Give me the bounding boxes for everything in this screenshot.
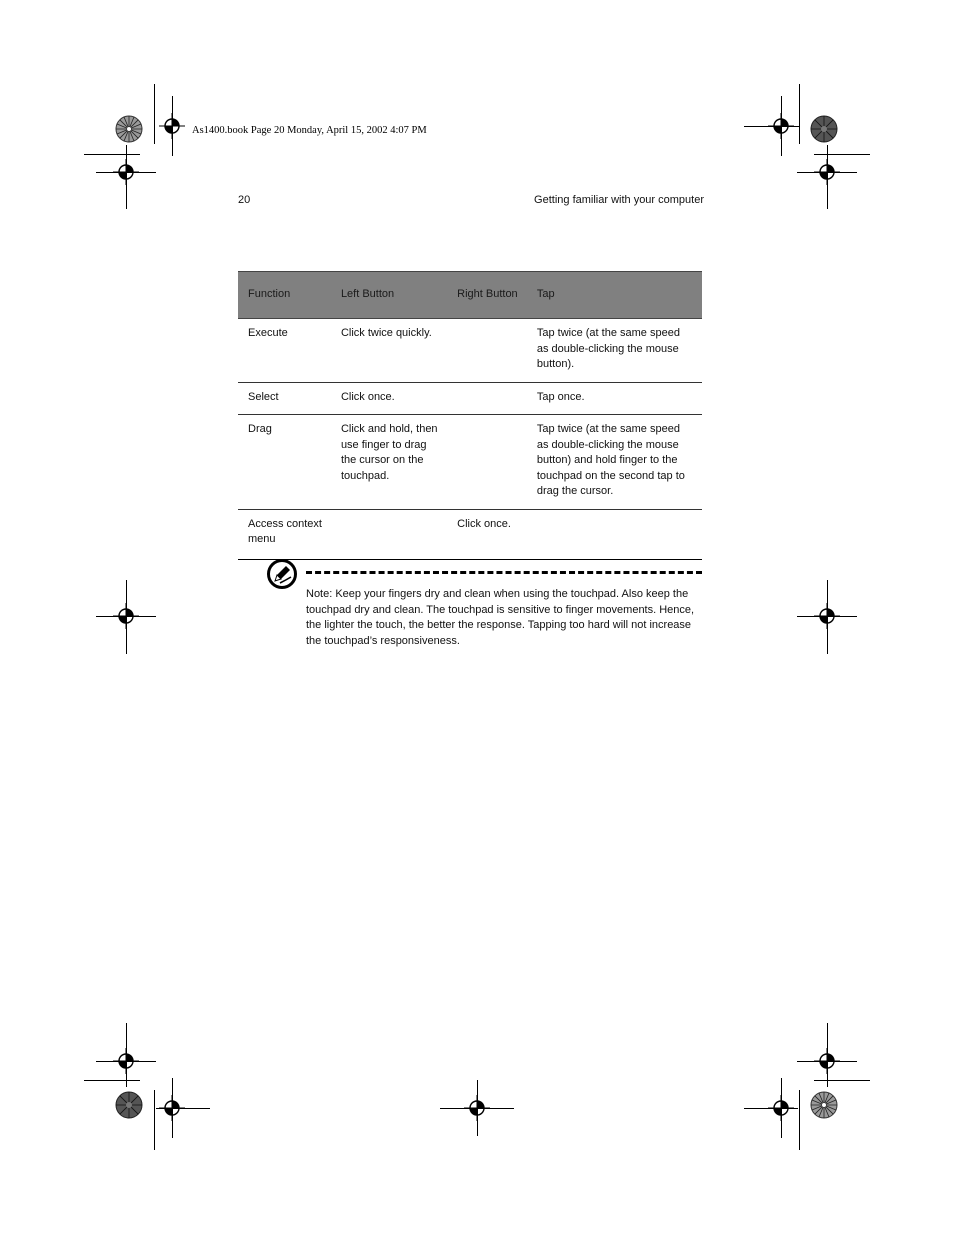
- star-target-icon: [810, 1091, 838, 1119]
- table-cell: Tap twice (at the same speed as double-clicking the mouse button) and hold finger to the touchpad on the second tap to drag the cursor.: [527, 415, 702, 510]
- column-header-function: Function: [238, 272, 331, 319]
- registration-mark-icon: [159, 1095, 185, 1121]
- table-row: [238, 382, 702, 415]
- crop-line: [814, 1080, 870, 1081]
- table-cell: Tap twice (at the same speed as double-clicking the mouse button).: [527, 319, 702, 383]
- table-row: [238, 509, 702, 559]
- star-target-icon: [115, 1091, 143, 1119]
- star-target-icon: [115, 115, 143, 143]
- table-row: [238, 319, 702, 383]
- table-header-row: [238, 272, 702, 319]
- registration-mark-icon: [814, 603, 840, 629]
- crop-line: [84, 1080, 140, 1081]
- registration-mark-icon: [113, 1048, 139, 1074]
- note-text: Note: Keep your fingers dry and clean when using the touchpad. Also keep the touchpad dry and clean. The touchpad is sensitive to finger movements. Hence, the lighter the touch, the better the response. Tapping too hard will not increase the touchpad’s responsiveness.: [306, 588, 695, 647]
- table-cell: Click once.: [331, 382, 447, 415]
- table-cell: Click once.: [447, 509, 527, 559]
- registration-mark-icon: [768, 113, 794, 139]
- running-header-title: Getting familiar with your computer: [534, 194, 704, 206]
- column-header-tap: Tap: [527, 272, 702, 319]
- table-cell: [447, 415, 527, 510]
- star-target-icon: [810, 115, 838, 143]
- registration-mark-icon: [814, 159, 840, 185]
- registration-mark-icon: [159, 113, 185, 139]
- table-cell: Drag: [238, 415, 331, 510]
- table-cell: [447, 382, 527, 415]
- column-header-right-button: Right Button: [447, 272, 527, 319]
- table-cell: [527, 509, 702, 559]
- table-cell: Access context menu: [238, 509, 331, 559]
- table-cell: [331, 509, 447, 559]
- note-pencil-icon: [266, 558, 298, 590]
- table-cell: Select: [238, 382, 331, 415]
- table-row: [238, 415, 702, 510]
- table-cell: Execute: [238, 319, 331, 383]
- registration-mark-icon: [768, 1095, 794, 1121]
- touchpad-function-table: [238, 271, 702, 560]
- table-cell: Click and hold, then use finger to drag the cursor on the touchpad.: [331, 415, 447, 510]
- registration-mark-icon: [814, 1048, 840, 1074]
- print-slug: As1400.book Page 20 Monday, April 15, 2002 4:07 PM: [192, 125, 427, 136]
- note-divider: [306, 571, 702, 574]
- page-number: 20: [238, 194, 251, 206]
- crop-line: [84, 154, 140, 155]
- registration-mark-icon: [113, 603, 139, 629]
- crop-line: [154, 1090, 155, 1150]
- crop-line: [154, 84, 155, 144]
- table-cell: Tap once.: [527, 382, 702, 415]
- registration-mark-icon: [113, 159, 139, 185]
- crop-line: [814, 154, 870, 155]
- registration-mark-icon: [464, 1095, 490, 1121]
- crop-line: [799, 84, 800, 144]
- column-header-left-button: Left Button: [331, 272, 447, 319]
- table-cell: [447, 319, 527, 383]
- crop-line: [799, 1090, 800, 1150]
- table-cell: Click twice quickly.: [331, 319, 447, 383]
